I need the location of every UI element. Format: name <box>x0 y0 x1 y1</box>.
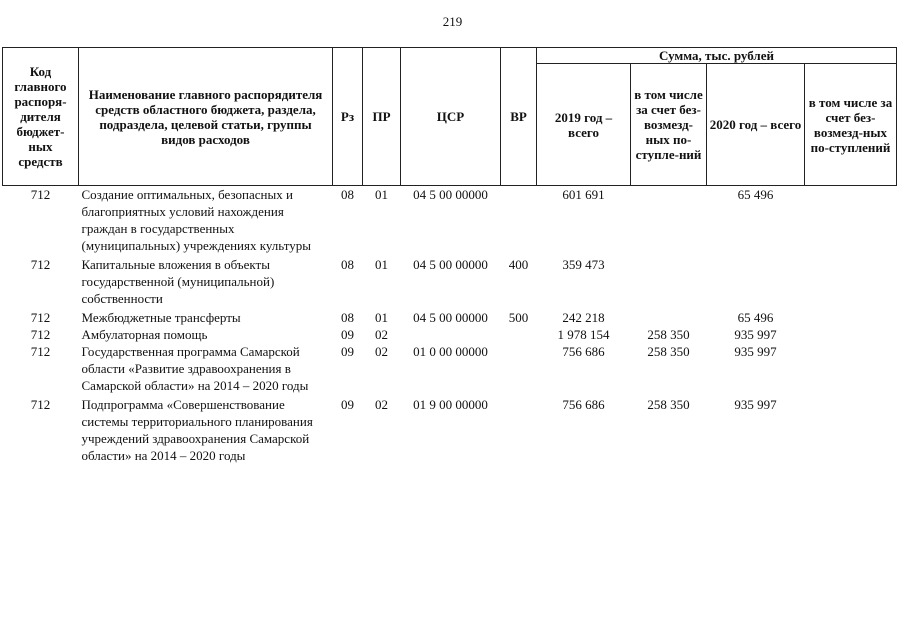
cell-total-2019: 756 686 <box>562 344 605 359</box>
cell-total-2019: 1 978 154 <box>557 327 610 342</box>
cell-pr: 01 <box>375 187 388 202</box>
table-header <box>3 48 897 186</box>
cell-gratis-2019 <box>631 309 707 326</box>
header-sum-group: Сумма, тыс. рублей <box>537 48 897 64</box>
cell-pr: 02 <box>375 327 388 342</box>
cell-rz: 09 <box>341 397 354 412</box>
cell-total-2019: 756 686 <box>562 397 605 412</box>
cell-pr: 01 <box>375 257 388 272</box>
header-code: Код главного распоря-дителя бюджет-ных средств <box>3 48 79 186</box>
header-gratis-2020: в том числе за счет без-возмезд-ных по-ступлений <box>805 64 897 186</box>
cell-vr: 400 <box>508 257 529 272</box>
cell-gratis-2019 <box>631 256 707 309</box>
cell-rz: 08 <box>341 257 354 272</box>
header-total-2019: 2019 год – всего <box>537 64 631 186</box>
cell-name: Межбюджетные трансферты <box>81 310 241 325</box>
cell-gratis-2020 <box>805 326 897 343</box>
cell-vr <box>501 186 537 257</box>
cell-total-2019: 359 473 <box>562 257 605 272</box>
cell-total-2019: 242 218 <box>562 310 605 325</box>
table-row <box>3 396 897 464</box>
cell-gratis-2020 <box>805 309 897 326</box>
cell-total-2020: 935 997 <box>734 344 777 359</box>
cell-gratis-2019: 258 350 <box>647 327 690 342</box>
table-row <box>3 343 897 396</box>
cell-gratis-2019 <box>631 186 707 257</box>
cell-name: Государственная программа Самарской области «Развитие здравоохранения в Самарской области» на 2014 – 2020 годы <box>81 344 309 393</box>
cell-pr: 02 <box>375 344 388 359</box>
cell-total-2020 <box>707 256 805 309</box>
header-csr: ЦСР <box>401 48 501 186</box>
cell-csr: 04 5 00 00000 <box>413 257 488 272</box>
cell-code: 712 <box>30 257 51 272</box>
cell-csr: 01 0 00 00000 <box>413 344 488 359</box>
cell-gratis-2020 <box>805 343 897 396</box>
cell-csr: 04 5 00 00000 <box>413 187 488 202</box>
cell-gratis-2020 <box>805 396 897 464</box>
cell-name: Амбулаторная помощь <box>81 327 208 342</box>
cell-total-2020: 65 496 <box>737 187 774 202</box>
cell-total-2020: 65 496 <box>737 310 774 325</box>
cell-vr: 500 <box>508 310 529 325</box>
cell-gratis-2019: 258 350 <box>647 397 690 412</box>
header-gratis-2019: в том числе за счет без-возмезд-ных по-ступле-ний <box>631 64 707 186</box>
cell-total-2020: 935 997 <box>734 327 777 342</box>
cell-csr: 01 9 00 00000 <box>413 397 488 412</box>
header-rz: Рз <box>333 48 363 186</box>
cell-pr: 02 <box>375 397 388 412</box>
header-pr: ПР <box>363 48 401 186</box>
cell-name: Подпрограмма «Совершенствование системы территориального планирования учреждений здравоохранения Самарской области» на 2014 – 2020 годы <box>81 397 313 463</box>
cell-csr: 04 5 00 00000 <box>413 310 488 325</box>
page-number: 219 <box>442 14 463 29</box>
table-row <box>3 326 897 343</box>
header-vr: ВР <box>501 48 537 186</box>
cell-total-2019: 601 691 <box>562 187 605 202</box>
cell-csr <box>401 326 501 343</box>
table-row <box>3 309 897 326</box>
cell-vr <box>501 396 537 464</box>
cell-code: 712 <box>30 397 51 412</box>
header-total-2020: 2020 год – всего <box>707 64 805 186</box>
header-name: Наименование главного распорядителя средств областного бюджета, раздела, подраздела, целевой статьи, группы видов расходов <box>79 48 333 186</box>
cell-code: 712 <box>30 327 51 342</box>
cell-code: 712 <box>30 344 51 359</box>
cell-name: Создание оптимальных, безопасных и благоприятных условий нахождения граждан в государственных (муниципальных) учреждениях культуры <box>81 187 311 253</box>
cell-gratis-2020 <box>805 186 897 257</box>
table-row <box>3 256 897 309</box>
cell-name: Капитальные вложения в объекты государственной (муниципальной) собственности <box>81 257 275 306</box>
cell-code: 712 <box>30 310 51 325</box>
cell-gratis-2019: 258 350 <box>647 344 690 359</box>
cell-rz: 09 <box>341 327 354 342</box>
table-body <box>3 186 897 465</box>
cell-rz: 08 <box>341 310 354 325</box>
budget-table <box>2 47 897 464</box>
table-row <box>3 186 897 257</box>
cell-vr <box>501 326 537 343</box>
cell-rz: 09 <box>341 344 354 359</box>
cell-total-2020: 935 997 <box>734 397 777 412</box>
cell-code: 712 <box>30 187 51 202</box>
cell-gratis-2020 <box>805 256 897 309</box>
cell-vr <box>501 343 537 396</box>
cell-pr: 01 <box>375 310 388 325</box>
cell-rz: 08 <box>341 187 354 202</box>
